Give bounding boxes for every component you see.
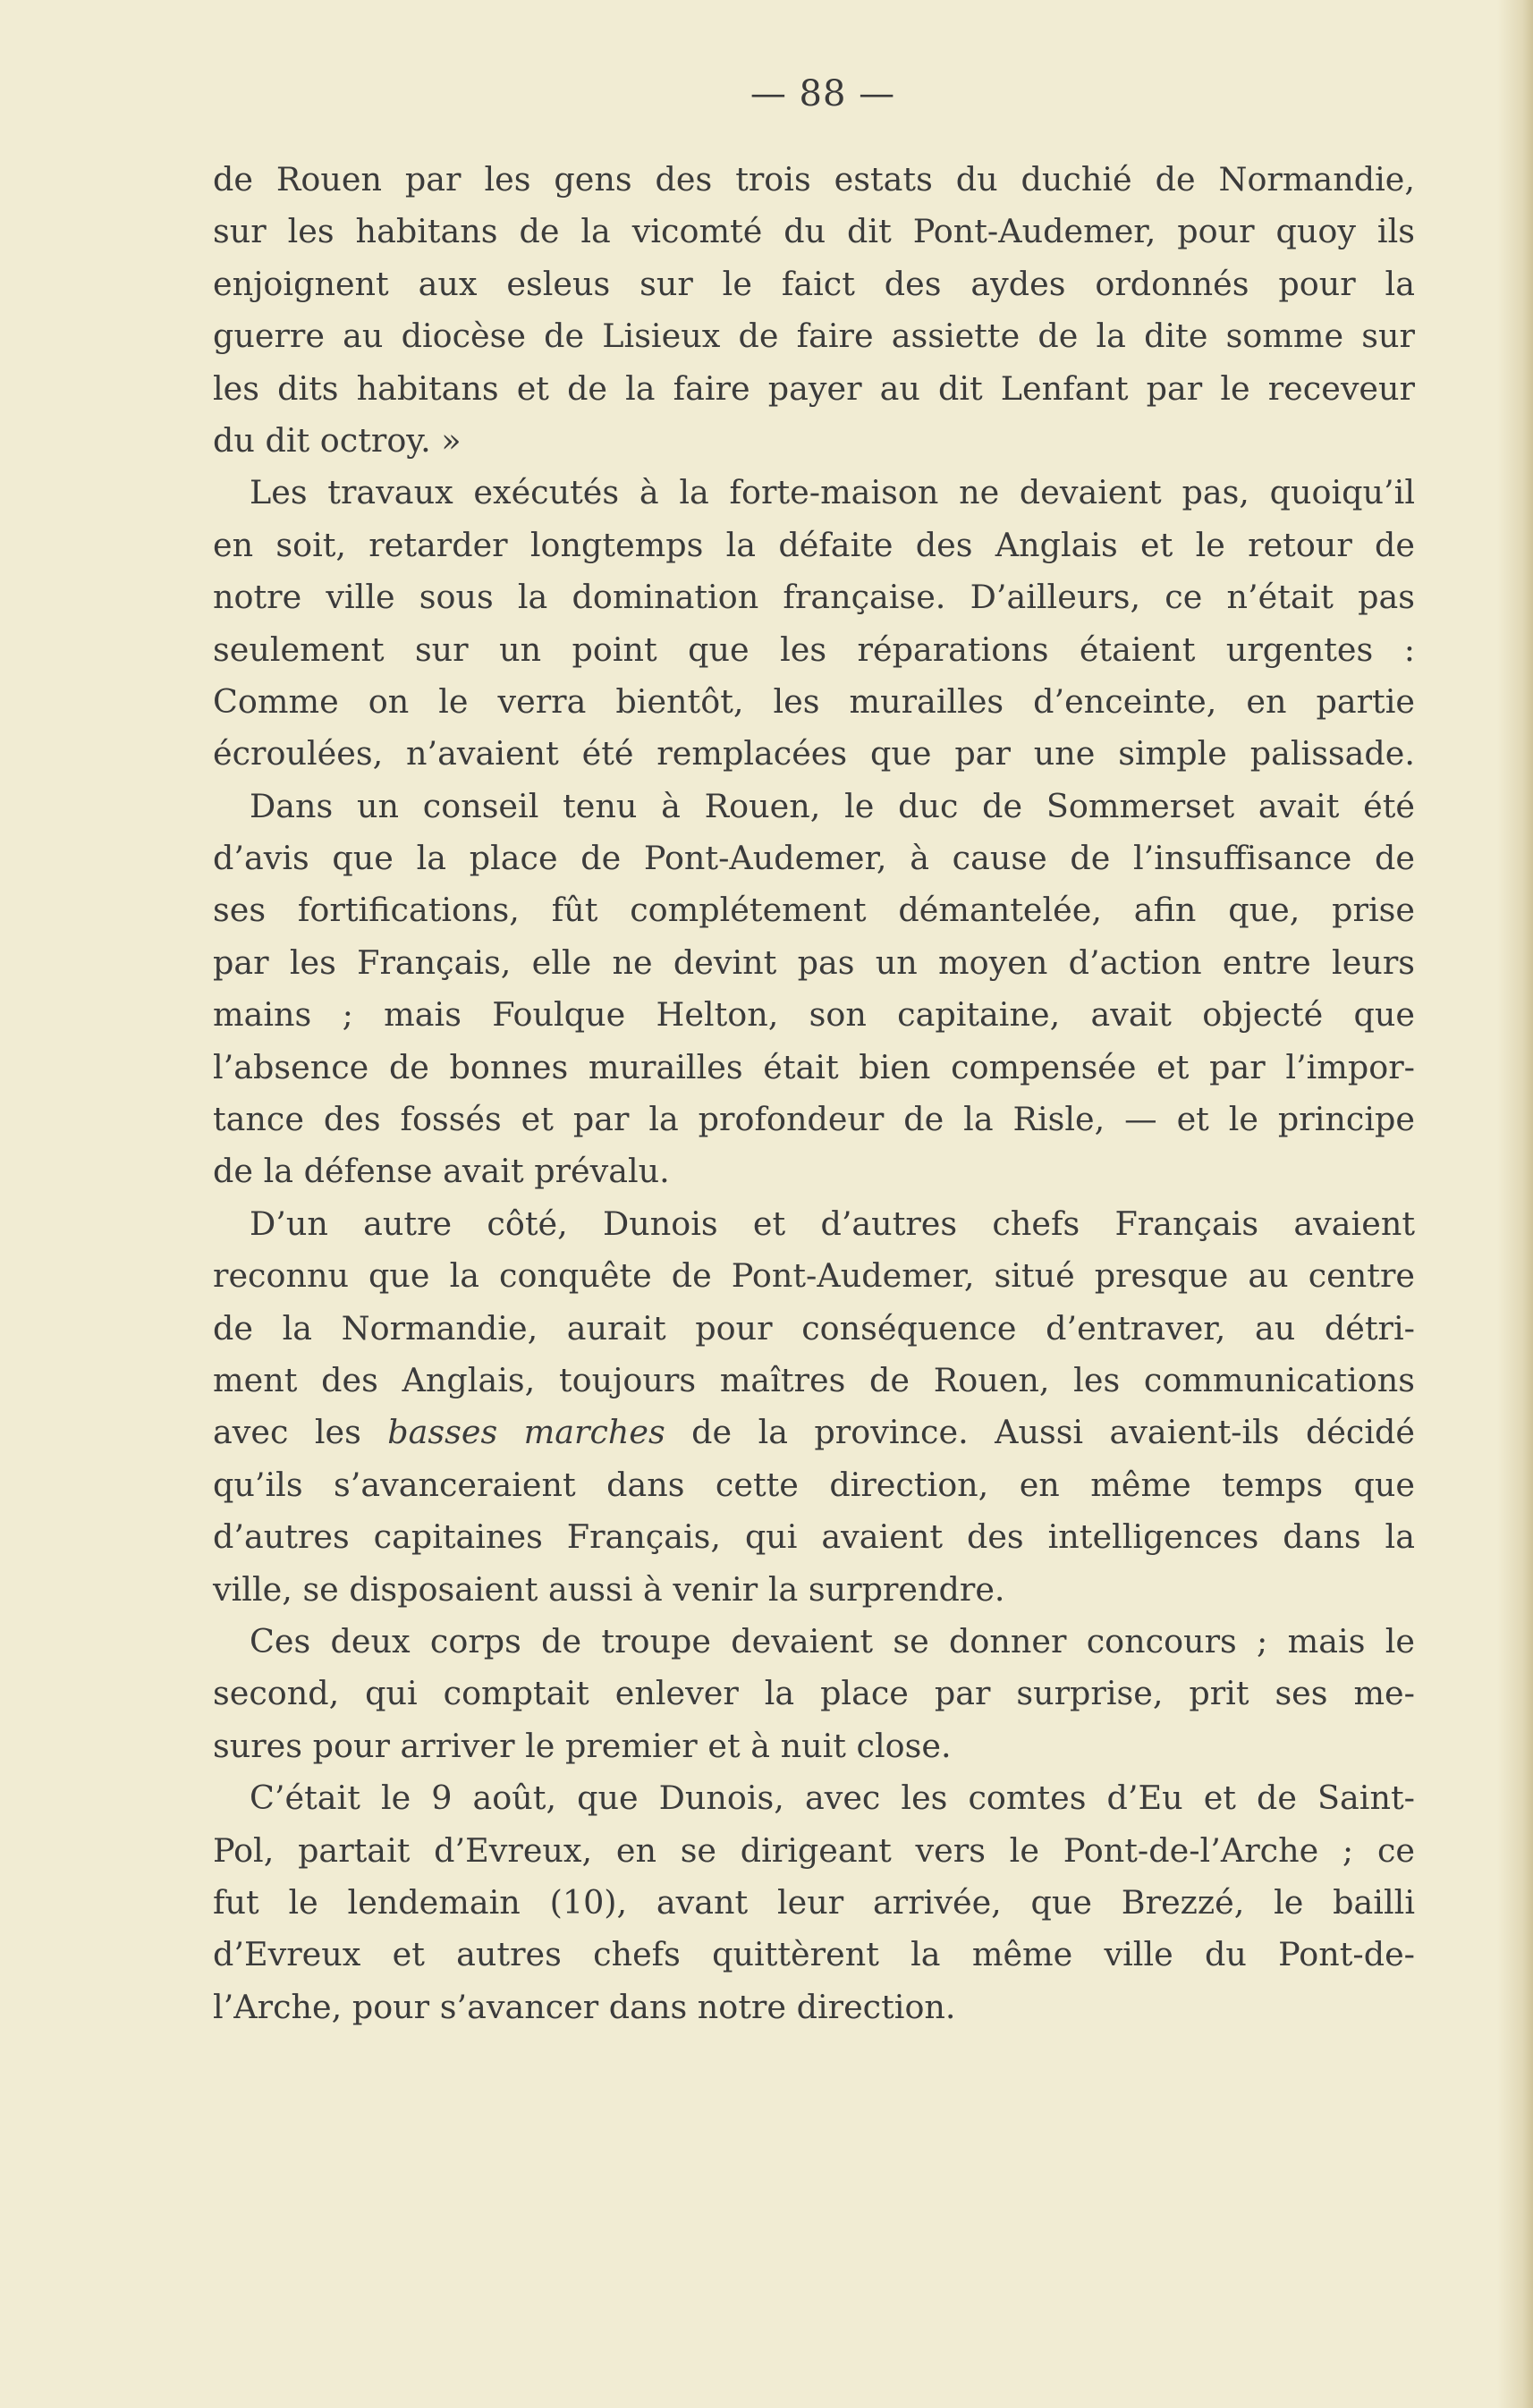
text-line: de la défense avait prévalu. <box>213 1152 670 1191</box>
text-segment: de la province. Aussi avaient-ils décidé <box>665 1413 1415 1452</box>
text-line: reconnu que la conquête de Pont-Audemer, situé presque au centre <box>213 1256 1415 1296</box>
text-line: Les travaux exécutés à la forte-maison ne devaient pas, quoiqu’il <box>250 473 1415 512</box>
text-line: Ces deux corps de troupe devaient se donner concours ; mais le <box>250 1621 1415 1660</box>
text-line: par les Français, elle ne devint pas un moyen d’action entre leurs <box>213 942 1415 982</box>
text-line: Comme on le verra bientôt, les murailles d’enceinte, en partie <box>213 681 1415 721</box>
text-line: l’Arche, pour s’avancer dans notre direction. <box>213 1987 956 2026</box>
text-line: les dits habitans et de la faire payer au dit Lenfant par le receveur <box>213 368 1415 408</box>
text-line: guerre au diocèse de Lisieux de faire assiette de la dite somme sur <box>213 317 1415 356</box>
text-line: d’autres capitaines Français, qui avaient des intelligences dans la <box>213 1517 1415 1557</box>
text-line: l’absence de bonnes murailles était bien compensée et par l’impor- <box>213 1047 1415 1086</box>
text-line: d’Evreux et autres chefs quittèrent la même ville du Pont-de- <box>213 1935 1415 1974</box>
text-line: ses fortifications, fût complétement démantelée, afin que, prise <box>213 891 1415 930</box>
text-line: D’un autre côté, Dunois et d’autres chefs Français avaient <box>250 1204 1415 1243</box>
text-line: C’était le 9 août, que Dunois, avec les comtes d’Eu et de Saint- <box>250 1779 1415 1818</box>
body-text <box>213 154 1415 2033</box>
text-line: mains ; mais Foulque Helton, son capitaine, avait objecté que <box>213 995 1415 1035</box>
text-line: sur les habitans de la vicomté du dit Pont-Audemer, pour quoy ils <box>213 212 1415 251</box>
text-line: enjoignent aux esleus sur le faict des aydes ordonnés pour la <box>213 264 1415 303</box>
page-edge-shadow <box>1497 0 1533 2408</box>
text-line: écroulées, n’avaient été remplacées que par une simple palissade. <box>213 734 1415 773</box>
text-line: de Rouen par les gens des trois estats du duchié de Normandie, <box>213 160 1415 199</box>
text-line: de la Normandie, aurait pour conséquence d’entraver, au détri- <box>213 1308 1415 1348</box>
text-segment: avec les <box>213 1413 388 1452</box>
text-line: sures pour arriver le premier et à nuit close. <box>213 1726 952 1765</box>
text-line: qu’ils s’avanceraient dans cette direction, en même temps que <box>213 1465 1415 1504</box>
text-line: d’avis que la place de Pont-Audemer, à cause de l’insuffisance de <box>213 839 1415 878</box>
text-line: seulement sur un point que les réparations étaient urgentes : <box>213 629 1415 669</box>
text-line: du dit octroy. » <box>213 420 462 460</box>
text-line: tance des fossés et par la profondeur de la Risle, — et le principe <box>213 1100 1415 1139</box>
page-number: — 88 — <box>750 73 896 114</box>
text-line: Dans un conseil tenu à Rouen, le duc de Sommerset avait été <box>250 786 1415 825</box>
text-line: notre ville sous la domination française. D’ailleurs, ce n’était pas <box>213 578 1415 617</box>
text-line: ville, se disposaient aussi à venir la surprendre. <box>213 1569 1005 1609</box>
text-line <box>213 1407 1415 1458</box>
text-line: fut le lendemain (10), avant leur arrivée, que Brezzé, le bailli <box>213 1882 1415 1922</box>
text-line: en soit, retarder longtemps la défaite des Anglais et le retour de <box>213 525 1415 564</box>
text-line: Pol, partait d’Evreux, en se dirigeant vers le Pont-de-l’Arche ; ce <box>213 1830 1415 1870</box>
text-line: second, qui comptait enlever la place par surprise, prit ses me- <box>213 1674 1415 1713</box>
italic-text: basses marches <box>387 1413 665 1452</box>
text-line: ment des Anglais, toujours maîtres de Rouen, les communications <box>213 1360 1415 1399</box>
